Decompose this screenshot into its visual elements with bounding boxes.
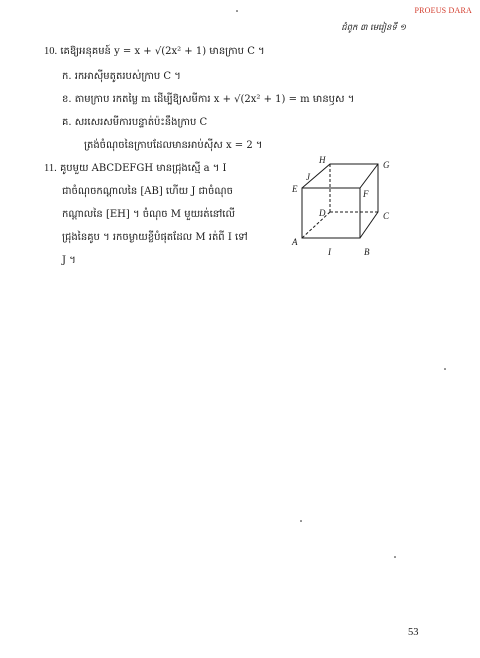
cube-figure [282, 150, 402, 260]
label-j: J [306, 172, 310, 182]
scan-speck [394, 556, 396, 558]
cube-hidden-edge-da [302, 212, 330, 238]
exercise-11-text-1: គូបមួយ ABCDEFGH មានជ្រុងស្មើ a ។ I [59, 163, 227, 174]
page-number: 53 [408, 627, 419, 638]
exercise-10 [44, 44, 265, 59]
exercise-10-part-c-line2: ត្រង់ចំណុចនៃក្រាបដែលមានអាប់ស៊ីស x = 2 ។ [84, 140, 263, 151]
exercise-11-line2: ជាចំណុចកណ្ដាលនៃ [AB] ហើយ J ជាចំណុច [62, 186, 233, 197]
label-a: A [292, 237, 298, 247]
label-d: D [319, 208, 326, 218]
label-f: F [363, 189, 369, 199]
exercise-10-part-c-line1: គ. សរសេរសមីការបន្ទាត់ប៉ះនឹងក្រាប C [62, 117, 208, 128]
label-e: E [292, 184, 298, 194]
exercise-10-part-a: ក. រកអាស៊ីមតូតរបស់ក្រាប C ។ [62, 71, 181, 82]
exercise-11-line5: J ។ [62, 255, 76, 266]
scan-speck [444, 368, 446, 370]
label-i: I [328, 247, 331, 257]
chapter-header: ជំពូក ៣ មេរៀនទី ១ [341, 23, 406, 33]
exercise-11-line3: កណ្ដាលនៃ [EH] ។ ចំណុច M មួយរត់នៅលើ [62, 209, 236, 220]
label-b: B [364, 247, 370, 257]
exercise-10-stem: គេឱ្យអនុគមន៍ y = x + √(2x² + 1) មានក្រាប C ។ [60, 46, 265, 57]
exercise-11-number: 11. [44, 163, 57, 174]
scan-speck [300, 520, 302, 522]
label-h: H [319, 155, 326, 165]
cube-edge-fg [360, 164, 378, 188]
label-g: G [383, 160, 390, 170]
exercise-10-part-b: ខ. តាមក្រាប រកតម្លៃ m ដើម្បីឱ្យសមីការ x + √(2x² + 1) = m មានឫស ។ [62, 94, 355, 105]
scan-speck [236, 10, 238, 12]
exercise-10-number: 10. [44, 46, 58, 57]
watermark: PROEUS DARA [414, 6, 472, 15]
exercise-11-line4: ជ្រុងនៃគូប ។ រកចម្ងាយខ្លីបំផុតដែល M រត់ពី I ទៅ [62, 232, 248, 243]
label-c: C [383, 211, 390, 221]
exercise-11-line1 [44, 161, 227, 176]
